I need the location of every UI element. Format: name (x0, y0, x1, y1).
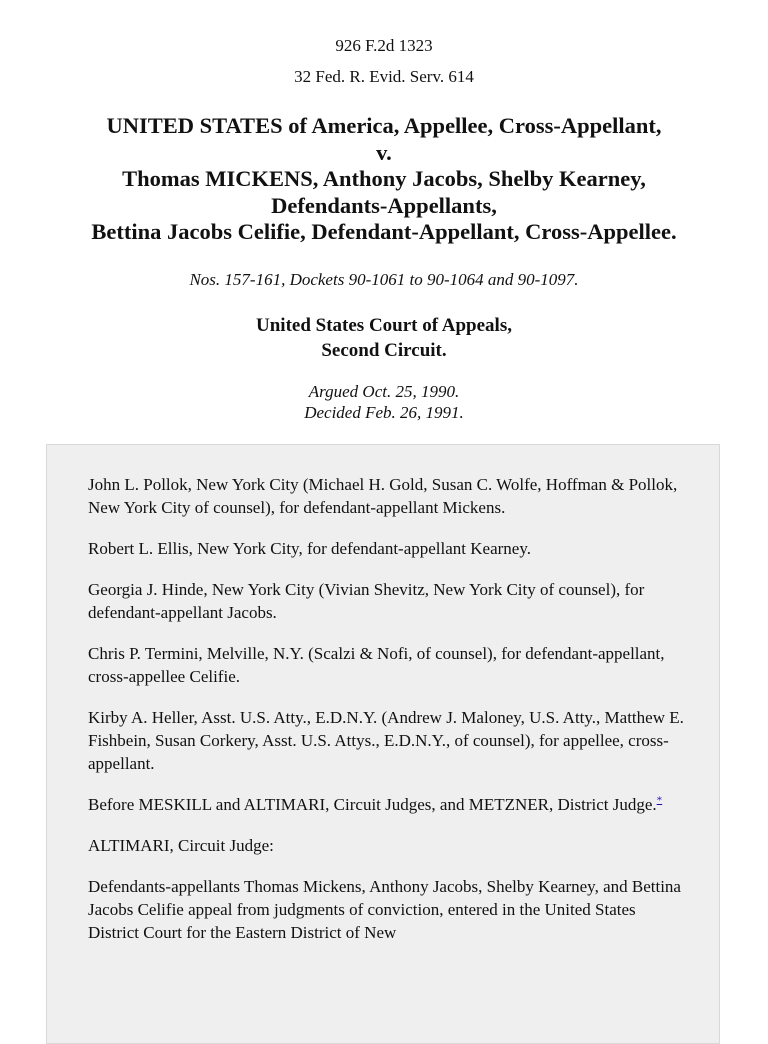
opinion-panel (46, 444, 720, 1044)
counsel-paragraph: Kirby A. Heller, Asst. U.S. Atty., E.D.N.Y. (Andrew J. Maloney, U.S. Atty., Matthew E. Fishbein, Susan Corkery, Asst. U.S. Attys., E.D.N.Y., of counsel), for appellee, cross-appellant. (88, 708, 684, 773)
reporter-citation: 926 F.2d 1323 (335, 36, 433, 55)
counsel-paragraph: Chris P. Termini, Melville, N.Y. (Scalzi & Nofi, of counsel), for defendant-appellant, cross-appellee Celifie. (88, 644, 665, 686)
argued-date: Argued Oct. 25, 1990. (308, 382, 460, 401)
opinion-paragraph: Defendants-appellants Thomas Mickens, Anthony Jacobs, Shelby Kearney, and Bettina Jacobs Celifie appeal from judgments of conviction, entered in the United States District Court for the Eastern District of New (88, 877, 681, 942)
counsel-paragraph: John L. Pollok, New York City (Michael H. Gold, Susan C. Wolfe, Hoffman & Pollok, New York City of counsel), for defendant-appellant Mickens. (88, 475, 678, 517)
decided-date: Decided Feb. 26, 1991. (304, 403, 464, 422)
court-name (0, 313, 768, 363)
judges-text: Before MESKILL and ALTIMARI, Circuit Judges, and METZNER, District Judge. (88, 795, 657, 814)
evidence-service-citation: 32 Fed. R. Evid. Serv. 614 (294, 67, 474, 86)
judges-paragraph (88, 793, 688, 816)
caption-line: Thomas MICKENS, Anthony Jacobs, Shelby Kearney, (122, 166, 646, 191)
caption-line: Defendants-Appellants, (271, 192, 497, 218)
case-caption (0, 113, 768, 246)
caption-line: v. (376, 139, 392, 165)
caption-line: Bettina Jacobs Celifie, Defendant-Appellant, Cross-Appellee. (91, 219, 677, 244)
footnote-link[interactable]: * (656, 794, 663, 807)
court-line: Second Circuit. (321, 340, 447, 361)
case-dates (0, 381, 768, 423)
docket-numbers: Nos. 157-161, Dockets 90-1061 to 90-1064 and 90-1097. (189, 270, 579, 289)
court-line: United States Court of Appeals, (256, 315, 512, 336)
counsel-paragraph: Robert L. Ellis, New York City, for defendant-appellant Kearney. (88, 539, 531, 558)
caption-line: UNITED STATES of America, Appellee, Cross-Appellant, (106, 113, 662, 138)
opinion-body (88, 473, 688, 962)
counsel-paragraph: Georgia J. Hinde, New York City (Vivian Shevitz, New York City of counsel), for defendant-appellant Jacobs. (88, 580, 645, 622)
author-line: ALTIMARI, Circuit Judge: (88, 836, 274, 855)
